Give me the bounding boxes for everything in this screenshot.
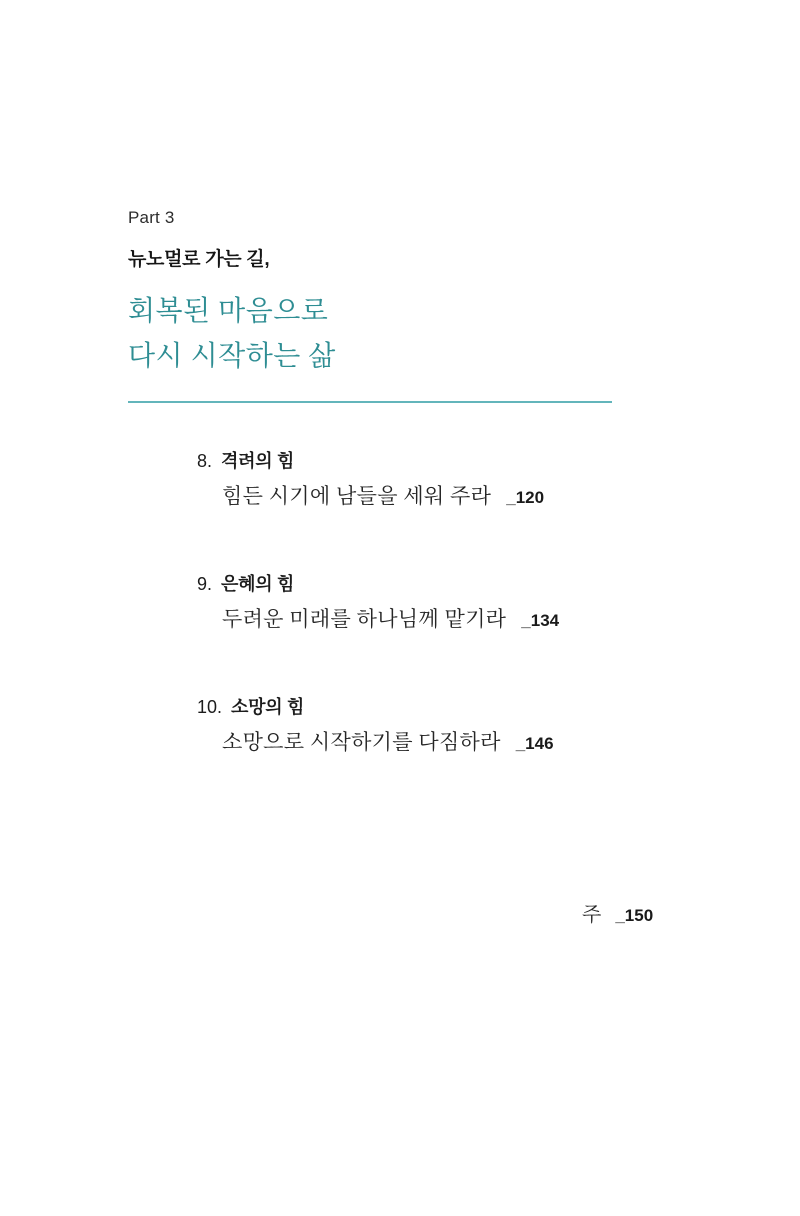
chapter-subline: [222, 727, 559, 759]
chapter-heading: [197, 695, 559, 719]
chapter-heading: [197, 572, 559, 596]
part-header: [128, 208, 336, 379]
part-label: Part 3: [128, 208, 175, 227]
notes-page-number: _150: [615, 906, 654, 925]
chapter-heading: [197, 449, 559, 473]
chapter-page-number: _146: [515, 734, 554, 753]
divider-rule: [128, 401, 612, 403]
toc-item-8: [197, 449, 559, 513]
notes-label: 주: [582, 904, 602, 926]
toc-item-10: [197, 695, 559, 759]
part-title-line2: 다시 시작하는 삶: [128, 341, 336, 372]
chapter-subtitle: 소망으로 시작하기를 다짐하라: [222, 730, 501, 754]
chapter-title: 격려의 힘: [221, 451, 295, 471]
chapter-subtitle: 두려운 미래를 하나님께 맡기라: [222, 607, 507, 631]
part-title-line1: 회복된 마음으로: [128, 296, 329, 327]
notes-entry: [582, 898, 653, 927]
chapter-subtitle: 힘든 시기에 남들을 세워 주라: [222, 484, 492, 508]
chapter-number: 10.: [197, 697, 223, 717]
chapter-subline: [222, 604, 559, 636]
chapter-title: 소망의 힘: [231, 697, 305, 717]
part-subtitle: 뉴노멀로 가는 길,: [128, 249, 270, 270]
chapter-number: 8.: [197, 451, 213, 471]
chapter-subline: [222, 481, 559, 513]
toc-item-9: [197, 572, 559, 636]
chapter-page-number: _134: [521, 611, 560, 630]
chapter-number: 9.: [197, 574, 213, 594]
chapter-title: 은혜의 힘: [221, 574, 295, 594]
chapter-page-number: _120: [506, 488, 545, 507]
toc-list: [197, 449, 559, 818]
